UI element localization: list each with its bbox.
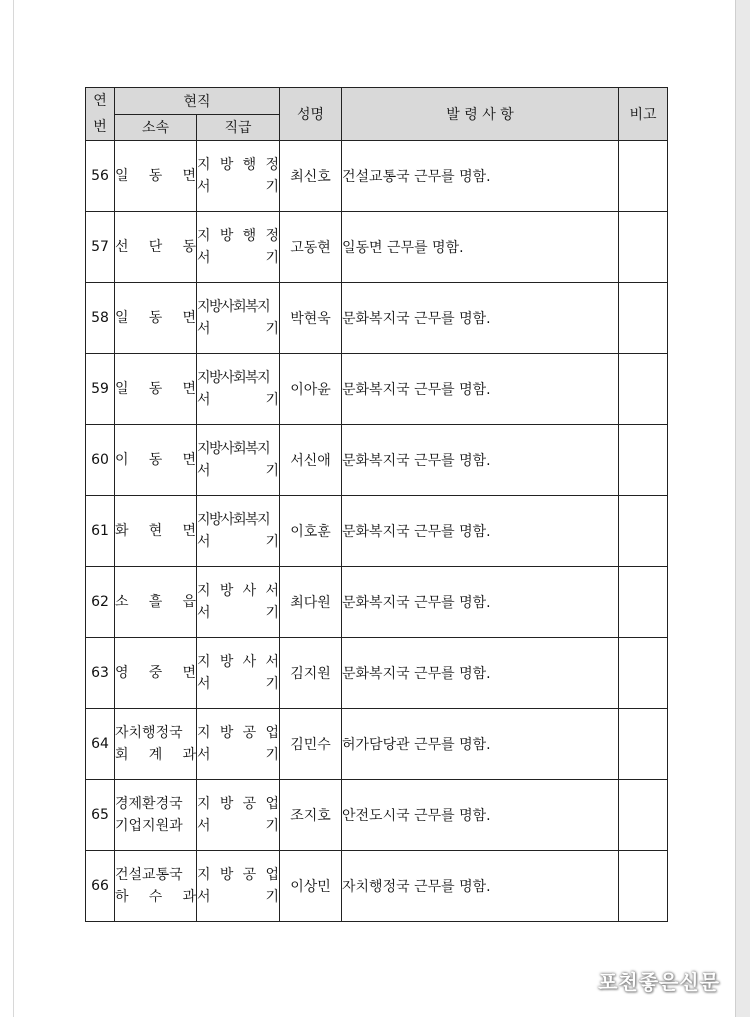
order-cell: 문화복지국 근무를 명함. <box>342 283 619 354</box>
grade-text-line: 지 방 사 서 <box>197 654 279 670</box>
unit-text-line: 건설교통국 <box>115 867 183 883</box>
serial-number-cell: 60 <box>86 425 115 496</box>
grade-text-line: 지방사회복지 <box>197 441 270 457</box>
order-cell: 문화복지국 근무를 명함. <box>342 354 619 425</box>
header-note: 비고 <box>619 88 668 141</box>
person-name-cell: 최다원 <box>280 567 342 638</box>
order-cell: 문화복지국 근무를 명함. <box>342 425 619 496</box>
table-row <box>86 851 668 922</box>
unit-cell <box>115 851 197 922</box>
grade-cell <box>197 496 280 567</box>
grade-text-line: 지 방 공 업 <box>197 725 279 741</box>
unit-cell <box>115 354 197 425</box>
serial-number-cell: 65 <box>86 780 115 851</box>
unit-cell <box>115 212 197 283</box>
grade-text-line: 서 기 <box>197 676 279 692</box>
unit-cell <box>115 283 197 354</box>
table-row <box>86 141 668 212</box>
table-row <box>86 283 668 354</box>
order-cell: 문화복지국 근무를 명함. <box>342 567 619 638</box>
serial-number-cell: 66 <box>86 851 115 922</box>
person-name-cell: 최신호 <box>280 141 342 212</box>
serial-number-cell: 58 <box>86 283 115 354</box>
grade-cell <box>197 283 280 354</box>
order-cell: 문화복지국 근무를 명함. <box>342 638 619 709</box>
grade-text-line: 서 기 <box>197 818 279 834</box>
grade-text-line: 지 방 공 업 <box>197 796 279 812</box>
note-cell <box>619 851 668 922</box>
personnel-order-table <box>85 87 668 922</box>
unit-cell <box>115 780 197 851</box>
grade-text-line: 지 방 행 정 <box>197 157 279 173</box>
page-edge <box>13 0 14 1017</box>
grade-cell <box>197 638 280 709</box>
table-row <box>86 354 668 425</box>
note-cell <box>619 638 668 709</box>
note-cell <box>619 567 668 638</box>
unit-text: 영 중 면 <box>115 665 196 681</box>
person-name-cell: 이아윤 <box>280 354 342 425</box>
grade-text-line: 지 방 행 정 <box>197 228 279 244</box>
header-grade: 직급 <box>197 114 280 141</box>
grade-text-line: 서 기 <box>197 392 279 408</box>
table-row <box>86 496 668 567</box>
grade-cell <box>197 354 280 425</box>
table-row <box>86 212 668 283</box>
header-serial-number: 연 번 <box>86 88 115 141</box>
unit-text-line: 자치행정국 <box>115 725 183 741</box>
unit-cell <box>115 425 197 496</box>
note-cell <box>619 212 668 283</box>
person-name-cell: 이호훈 <box>280 496 342 567</box>
grade-text-line: 서 기 <box>197 747 279 763</box>
unit-text: 소 흘 읍 <box>115 594 196 610</box>
serial-number-cell: 61 <box>86 496 115 567</box>
serial-number-cell: 62 <box>86 567 115 638</box>
grade-text-line: 지방사회복지 <box>197 299 270 315</box>
grade-text-line: 지방사회복지 <box>197 370 270 386</box>
serial-number-cell: 63 <box>86 638 115 709</box>
person-name-cell: 김민수 <box>280 709 342 780</box>
header-order: 발 령 사 항 <box>342 88 619 141</box>
unit-text-line: 하 수 과 <box>115 889 196 905</box>
order-cell: 안전도시국 근무를 명함. <box>342 780 619 851</box>
note-cell <box>619 496 668 567</box>
header-name: 성명 <box>280 88 342 141</box>
unit-text: 일 동 면 <box>115 168 196 184</box>
grade-text-line: 서 기 <box>197 250 279 266</box>
grade-text-line: 지 방 사 서 <box>197 583 279 599</box>
serial-number-cell: 59 <box>86 354 115 425</box>
person-name-cell: 박현욱 <box>280 283 342 354</box>
person-name-cell: 서신애 <box>280 425 342 496</box>
note-cell <box>619 425 668 496</box>
unit-cell <box>115 567 197 638</box>
table-body <box>86 141 668 922</box>
header-current-post: 현직 <box>115 88 280 115</box>
order-cell: 허가담당관 근무를 명함. <box>342 709 619 780</box>
note-cell <box>619 780 668 851</box>
unit-text: 이 동 면 <box>115 452 196 468</box>
grade-cell <box>197 780 280 851</box>
order-cell: 일동면 근무를 명함. <box>342 212 619 283</box>
table-row <box>86 425 668 496</box>
grade-cell <box>197 851 280 922</box>
grade-cell <box>197 141 280 212</box>
grade-text-line: 서 기 <box>197 463 279 479</box>
unit-text: 일 동 면 <box>115 310 196 326</box>
watermark-logo: 포천좋은신문 <box>598 970 720 994</box>
serial-number-cell: 64 <box>86 709 115 780</box>
unit-cell <box>115 496 197 567</box>
order-cell: 자치행정국 근무를 명함. <box>342 851 619 922</box>
unit-cell <box>115 141 197 212</box>
unit-text-line: 회 계 과 <box>115 747 196 763</box>
person-name-cell: 김지원 <box>280 638 342 709</box>
note-cell <box>619 354 668 425</box>
grade-text-line: 지방사회복지 <box>197 512 270 528</box>
unit-text: 선 단 동 <box>115 239 196 255</box>
grade-cell <box>197 212 280 283</box>
table-row <box>86 709 668 780</box>
grade-text-line: 서 기 <box>197 605 279 621</box>
grade-text-line: 서 기 <box>197 321 279 337</box>
unit-text: 일 동 면 <box>115 381 196 397</box>
person-name-cell: 조지호 <box>280 780 342 851</box>
grade-cell <box>197 709 280 780</box>
table-row <box>86 780 668 851</box>
grade-text-line: 지 방 공 업 <box>197 867 279 883</box>
unit-cell <box>115 709 197 780</box>
table-row <box>86 638 668 709</box>
note-cell <box>619 283 668 354</box>
unit-text: 화 현 면 <box>115 523 196 539</box>
serial-number-cell: 56 <box>86 141 115 212</box>
header-unit: 소속 <box>115 114 197 141</box>
unit-text-line: 경제환경국 <box>115 796 183 812</box>
person-name-cell: 이상민 <box>280 851 342 922</box>
grade-text-line: 서 기 <box>197 179 279 195</box>
grade-text-line: 서 기 <box>197 889 279 905</box>
order-cell: 건설교통국 근무를 명함. <box>342 141 619 212</box>
unit-text-line: 기업지원과 <box>115 818 183 834</box>
order-cell: 문화복지국 근무를 명함. <box>342 496 619 567</box>
table-row <box>86 567 668 638</box>
note-cell <box>619 709 668 780</box>
grade-cell <box>197 567 280 638</box>
person-name-cell: 고동현 <box>280 212 342 283</box>
unit-cell <box>115 638 197 709</box>
grade-cell <box>197 425 280 496</box>
note-cell <box>619 141 668 212</box>
serial-number-cell: 57 <box>86 212 115 283</box>
grade-text-line: 서 기 <box>197 534 279 550</box>
scroll-gutter <box>735 0 750 1017</box>
